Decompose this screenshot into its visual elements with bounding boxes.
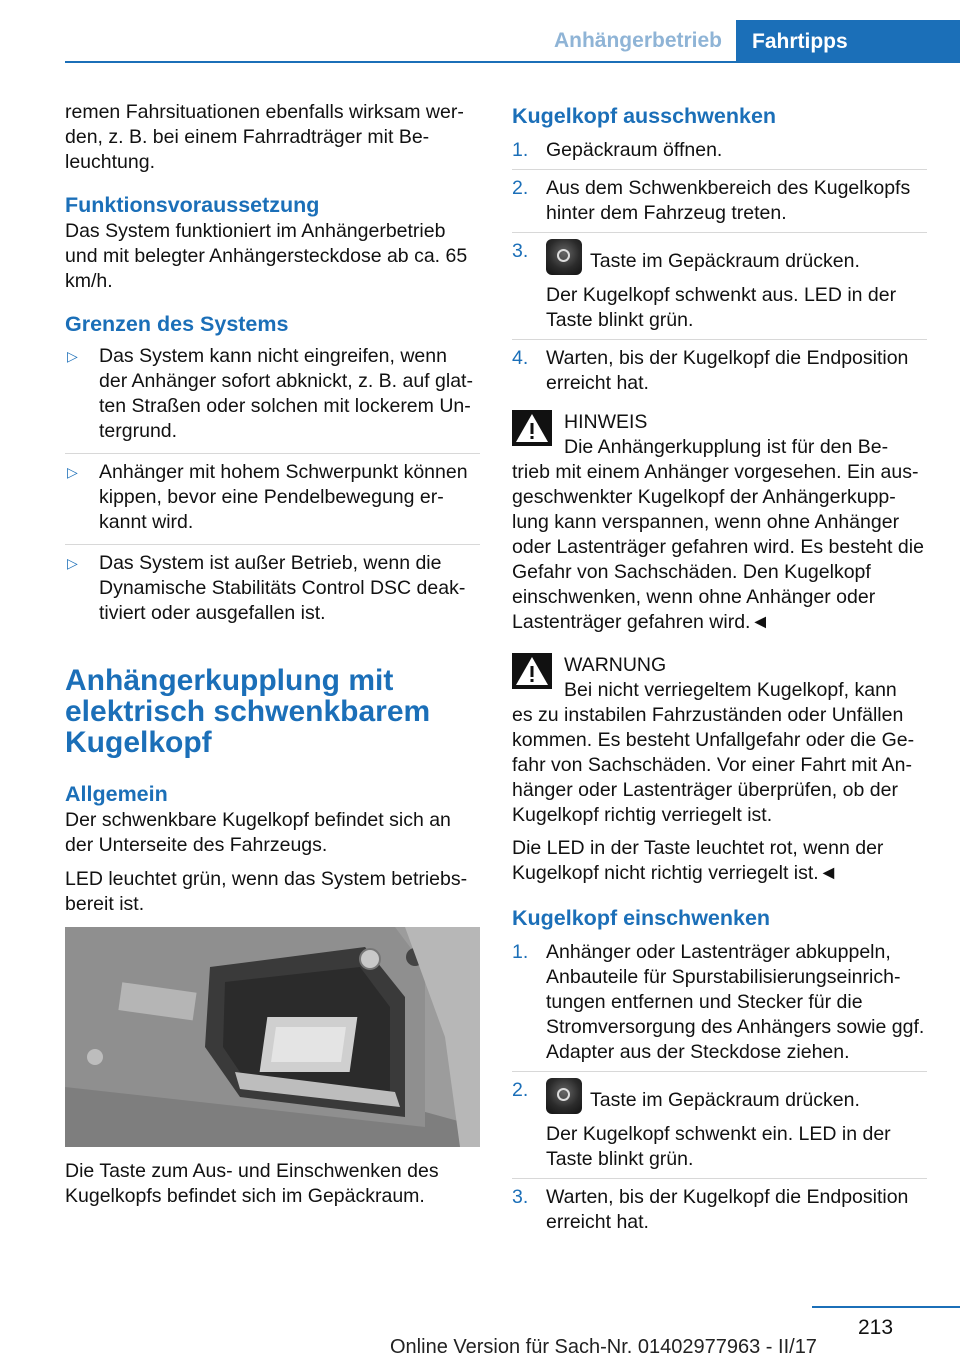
- list-item: 3. Taste im Gepäckraum drücken. Der Kugelkopf schwenkt aus. LED in der Taste blinkt grün.: [512, 239, 927, 340]
- list-item: 3. Warten, bis der Kugelkopf die Endposition erreicht hat.: [512, 1186, 909, 1233]
- heading-allgemein: Allgemein: [65, 782, 168, 806]
- allgemein-text-1: Der schwenkbare Kugelkopf befindet sich an der Unterseite des Fahrzeugs.: [65, 809, 451, 856]
- triangle-bullet-icon: ▷: [67, 555, 78, 571]
- heading-main: Anhängerkupplung mit elektrisch schwenkbarem Kugelkopf: [65, 664, 431, 759]
- list-item: 2. Aus dem Schwenkbereich des Kugelkopfs hinter dem Fahrzeug treten.: [512, 176, 927, 233]
- list-item: 1. Gepäckraum öffnen.: [512, 138, 927, 170]
- intro-text: remen Fahrsituationen ebenfalls wirksam wer-den, z. B. bei einem Fahrradträger mit Be-leuchtung.: [65, 101, 464, 173]
- right-column: [512, 100, 927, 1247]
- list-item: ▷ Das System kann nicht eingreifen, wenn der Anhänger sofort abknickt, z. B. auf glat-ten Straßen oder solchen mit lockerem Un-tergrund.: [65, 344, 480, 454]
- warning-triangle-icon: [512, 410, 552, 446]
- einschwenken-steps: [512, 940, 927, 1241]
- list-item: 1. Anhänger oder Lastenträger abkuppeln, Anbauteile für Spurstabilisierungseinrich-tungen entfernen und Stecker für die Stromversorgung des Anhängers sowie ggf. Adapter aus der Steckdose ziehen.: [512, 940, 927, 1072]
- heading-funktionsvoraussetzung: Funktionsvoraussetzung: [65, 193, 320, 217]
- allgemein-text-2: LED leuchtet grün, wenn das System betriebs-bereit ist.: [65, 868, 468, 915]
- warning-triangle-icon: [512, 653, 552, 689]
- header-rule: [65, 61, 960, 63]
- heading-ausschwenken: Kugelkopf ausschwenken: [512, 104, 777, 128]
- page-number: 213: [858, 1316, 894, 1339]
- ball-head-button-icon: [546, 239, 582, 275]
- hinweis-box: HINWEIS Die Anhängerkupplung ist für den Be- trieb mit einem Anhänger vorgesehen. Ein aus-geschwenkter Kugelkopf der Anhängerkupp-lung kann verspannen, wenn ohne Anhänger oder Lastenträger gefahren wird. Es besteht die Gefahr von Sachschäden. Den Kugelkopf einschwenken, wenn ohne Anhänger oder Lastenträger gefahren wird.◄: [512, 410, 927, 635]
- online-version-note: Online Version für Sach-Nr. 01402977963 - II/17: [390, 1336, 817, 1358]
- ausschwenken-steps: [512, 138, 927, 402]
- triangle-bullet-icon: ▷: [67, 348, 78, 364]
- left-column: [65, 100, 480, 1218]
- trunk-photo: [65, 927, 480, 1147]
- heading-grenzen: Grenzen des Systems: [65, 312, 289, 336]
- triangle-bullet-icon: ▷: [67, 464, 78, 480]
- grenzen-list: [65, 344, 480, 635]
- tab-fahrtipps[interactable]: Fahrtipps: [736, 20, 960, 63]
- list-item: ▷ Das System ist außer Betrieb, wenn die Dynamische Stabilitäts Control DSC deak-tiviert oder ausgefallen ist.: [67, 552, 466, 624]
- page-header: [0, 0, 960, 62]
- footer-rule: [812, 1306, 960, 1308]
- hinweis-label: HINWEIS: [564, 411, 648, 433]
- warnung-box: WARNUNG Bei nicht verriegeltem Kugelkopf, kann es zu instabilen Fahrzuständen oder Unfällen kommen. Es besteht Unfallgefahr oder die Ge-fahr von Sachschäden. Vor einer Fahrt mit An-hänger oder Lastenträger überprüfen, ob der Kugelkopf richtig verriegelt ist.: [512, 653, 927, 828]
- photo-caption: Die Taste zum Aus- und Einschwenken des Kugelkopfs befindet sich im Gepäckraum.: [65, 1160, 439, 1207]
- list-item: 4. Warten, bis der Kugelkopf die Endposition erreicht hat.: [512, 347, 909, 394]
- tab-anhaengerbetrieb[interactable]: Anhängerbetrieb: [553, 29, 723, 52]
- list-item: ▷ Anhänger mit hohem Schwerpunkt können kippen, bevor eine Pendelbewegung er-kannt wird.: [65, 460, 480, 545]
- funktion-text: Das System funktioniert im Anhängerbetrieb und mit belegter Anhängersteckdose ab ca. 65 km/h.: [65, 220, 468, 292]
- ball-head-button-icon: [546, 1078, 582, 1114]
- list-item: 2. Taste im Gepäckraum drücken. Der Kugelkopf schwenkt ein. LED in der Taste blinkt grün.: [512, 1078, 927, 1179]
- warnung-label: WARNUNG: [564, 654, 667, 676]
- heading-einschwenken: Kugelkopf einschwenken: [512, 906, 771, 930]
- led-note: Die LED in der Taste leuchtet rot, wenn der Kugelkopf nicht richtig verriegelt ist.◄: [512, 837, 884, 884]
